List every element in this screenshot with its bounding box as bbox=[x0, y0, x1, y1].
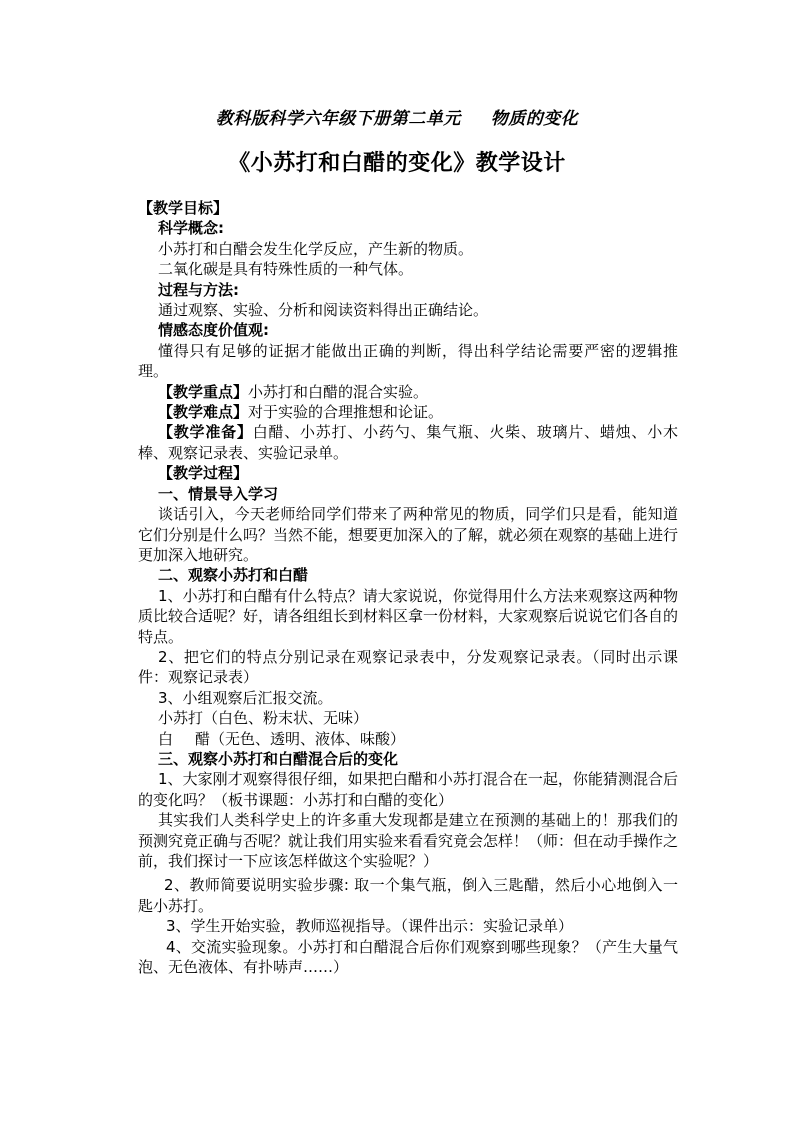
process-text-1: 通过观察、实验、分析和阅读资料得出正确结论。 bbox=[158, 301, 489, 320]
key-point-label: 【教学重点】 bbox=[158, 382, 249, 401]
section-3-paragraph-4: 3、学生开始实验，教师巡视指导。（课件出示：实验记录单） bbox=[166, 917, 574, 936]
section-2-vinegar bbox=[138, 729, 678, 749]
difficulty-label: 【教学难点】 bbox=[158, 403, 249, 422]
concept-label: 科学概念: bbox=[158, 219, 224, 238]
section-2-title: 二、观察小苏打和白醋 bbox=[158, 566, 309, 585]
vinegar-char-1: 白 bbox=[158, 729, 174, 748]
header-unit: 教科版科学六年级下册第二单元 bbox=[215, 109, 461, 129]
difficulty bbox=[138, 402, 678, 422]
section-2-baking-soda: 小苏打（白色、粉末状、无味） bbox=[158, 709, 369, 728]
concept-text-2: 二氧化碳是具有特殊性质的一种气体。 bbox=[158, 260, 414, 279]
concept-text-1: 小苏打和白醋会发生化学反应，产生新的物质。 bbox=[158, 239, 474, 258]
difficulty-text: 对于实验的合理推想和论证。 bbox=[248, 403, 444, 422]
header-topic: 物质的变化 bbox=[490, 109, 579, 129]
preparation-label: 【教学准备】 bbox=[158, 423, 253, 442]
document-title: 《小苏打和白醋的变化》教学设计 bbox=[228, 150, 566, 176]
vinegar-rest: 醋（无色、透明、液体、味酸） bbox=[195, 729, 406, 748]
section-1-paragraph: 谈话引入，今天老师给同学们带来了两种常见的物质，同学们只是看，能知道它们分别是什么吗？当然不能，想要更加深入的了解，就必须在观察的基础上进行更加深入地研究。 bbox=[138, 505, 679, 564]
preparation-text: 白醋、小苏打、小药勺、集气瓶、火柴、玻璃片、蜡烛、小木棒、观察记录表、实验记录单。 bbox=[138, 423, 678, 462]
section-2-paragraph-3: 3、小组观察后汇报交流。 bbox=[158, 688, 333, 707]
section-3-title: 三、观察小苏打和白醋混合后的变化 bbox=[158, 749, 399, 768]
section-2-paragraph-1: 1、小苏打和白醋有什么特点？请大家说说，你觉得用什么方法来观察这两种物质比较合适呢？好，请各组组长到材料区拿一份材料，大家观察后说说它们各自的特点。 bbox=[138, 586, 679, 646]
section-2-paragraph-2: 2、把它们的特点分别记录在观察记录表中，分发观察记录表。（同时出示课件：观察记录表） bbox=[138, 647, 678, 687]
section-3-paragraph-3: 2、教师简要说明实验步骤: 取一个集气瓶，倒入三匙醋，然后小心地倒入一匙小苏打。 bbox=[138, 876, 678, 915]
section-3-paragraph-5: 4、交流实验现象。小苏打和白醋混合后你们观察到哪些现象？（产生大量气泡、无色液体、有扑哧声……） bbox=[138, 937, 678, 977]
process-heading: 【教学过程】 bbox=[158, 464, 249, 483]
process-label: 过程与方法: bbox=[158, 280, 239, 299]
section-1-title: 一、情景导入学习 bbox=[158, 484, 279, 503]
objectives-heading: 【教学目标】 bbox=[138, 199, 229, 217]
section-3-paragraph-2: 其实我们人类科学史上的许多重大发现都是建立在预测的基础上的！那我们的预测究竟正确与否呢？就让我们用实验来看看究竟会怎样！（师：但在动手操作之前，我们探讨一下应该怎样做这个实验呢？） bbox=[138, 811, 679, 870]
key-point-text: 小苏打和白醋的混合实验。 bbox=[248, 382, 429, 401]
key-point bbox=[138, 382, 678, 402]
page-header bbox=[0, 104, 794, 129]
emotion-text-1: 懂得只有足够的证据才能做出正确的判断，得出科学结论需要严密的逻辑推理。 bbox=[138, 341, 678, 381]
preparation bbox=[138, 422, 678, 463]
document-body bbox=[138, 198, 678, 977]
emotion-label: 情感态度价值观: bbox=[158, 321, 269, 340]
section-3-paragraph-1: 1、大家刚才观察得很仔细，如果把白醋和小苏打混合在一起，你能猜测混合后的变化吗？（板书课题：小苏打和白醋的变化） bbox=[138, 770, 678, 809]
